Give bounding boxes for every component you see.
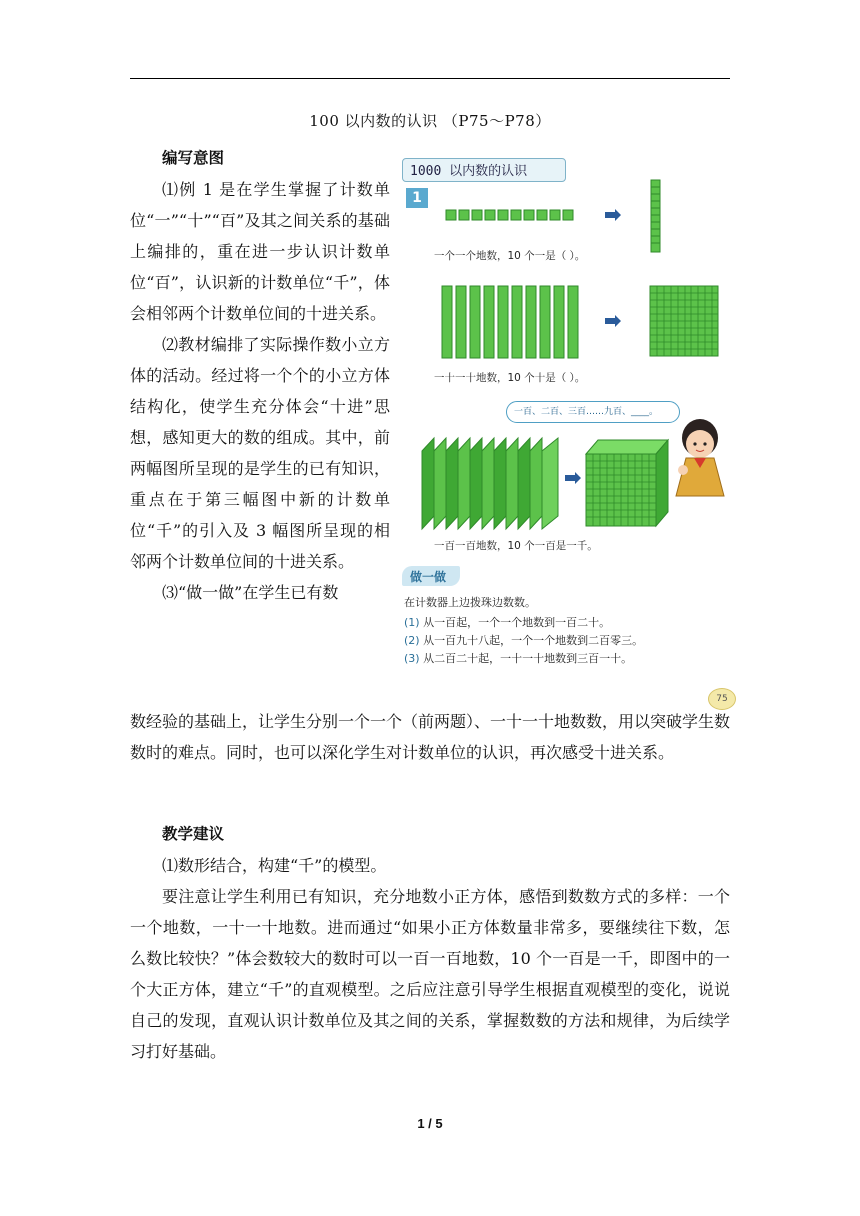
hundred-flat — [650, 286, 718, 356]
caption-hundreds: 一百一百地数，10 个一百是一千。 — [434, 540, 598, 552]
page-title: 100 以内数的认识 （P75～P78） — [309, 112, 551, 130]
lesson-title: 1000 以内数的认识 — [410, 164, 528, 179]
cube-illustrations — [398, 148, 746, 568]
paragraph-3-first-line: ⑶“做一做”在学生已有数 — [162, 583, 339, 602]
arrow-icon — [605, 315, 621, 327]
practice-task-2 — [404, 632, 643, 648]
paragraph-3-rest: 数经验的基础上，让学生分别一个一个（前两题）、一十一十地数数，用以突破学生数数时的难点。同时，也可以深化学生对计数单位的认识，再次感受十进关系。 — [130, 712, 731, 762]
page-badge: 75 — [708, 688, 736, 710]
practice-intro: 在计数器上边拨珠边数数。 — [404, 596, 536, 609]
girl-illustration — [676, 419, 724, 496]
practice-task-3 — [404, 650, 632, 666]
paragraph-1: ⑴例 1 是在学生掌握了计数单位“一”“十”“百”及其之间关系的基础上编排的，重在进一步认识计数单位“百”，认识新的计数单位“千”，体会相邻两个计数单位间的十进关系。 — [130, 180, 390, 323]
task-number: (2) — [404, 634, 420, 647]
full-width-block — [130, 706, 730, 768]
suggestions-block — [130, 850, 730, 1067]
paragraph-2: ⑵教材编排了实际操作数小立方体的活动。经过将一个个的小立方体结构化，使学生充分体会“十进”思想，感知更大的数的组成。其中，前两幅图所呈现的是学生的已有知识，重点在于第三幅图中新的计数单位“千”的引入及 3 幅图所呈现的相邻两个计数单位间的十进关系。 — [130, 335, 390, 571]
task-number: (3) — [404, 652, 420, 665]
ten-rods — [442, 286, 578, 358]
caption-tens: 一十一十地数，10 个十是（ ）。 — [434, 372, 586, 384]
task-text: 从一百起，一个一个地数到一百二十。 — [423, 616, 611, 629]
speech-text: 一百、二百、三百……九百、____。 — [514, 407, 659, 417]
practice-tag-label: 做一做 — [410, 570, 447, 584]
task-text: 从一百九十八起，一个一个地数到二百零三。 — [423, 634, 644, 647]
page-number: 1 / 5 — [417, 1116, 443, 1131]
arrow-icon — [605, 209, 621, 221]
task-number: (1) — [404, 616, 420, 629]
left-column — [130, 174, 390, 608]
top-rule — [130, 78, 730, 79]
arrow-icon — [565, 472, 581, 484]
section-heading-suggestions: 教学建议 — [162, 825, 225, 843]
caption-ones: 一个一个地数，10 个一是（ ）。 — [434, 250, 586, 262]
ten-rod — [651, 180, 660, 252]
paragraph-5: 要注意让学生利用已有知识，充分地数小正方体，感悟到数数方式的多样：一个一个地数，一十一十地数。进而通过“如果小正方体数量非常多，要继续往下数，怎么数比较快？”体会数较大的数时可以一百一百地数，10 个一百是一千，即图中的一个大正方体，建立“千”的直观模型。之后应注意引导学生根据直观模型的变化，说说自己的发现，直观认识计数单位及其之间的关系，掌握数数的方法和规律，为后续学习打好基础。 — [130, 887, 730, 1061]
textbook-figure — [398, 148, 746, 708]
paragraph-4: ⑴数形结合，构建“千”的模型。 — [162, 856, 387, 875]
task-text: 从二百二十起，一十一十地数到三百一十。 — [423, 652, 633, 665]
thousand-cube — [586, 440, 668, 526]
single-cubes — [446, 210, 573, 220]
example-number: 1 — [406, 188, 428, 208]
practice-task-1 — [404, 614, 610, 630]
section-heading-intent: 编写意图 — [162, 149, 225, 167]
ten-flats — [422, 438, 558, 529]
